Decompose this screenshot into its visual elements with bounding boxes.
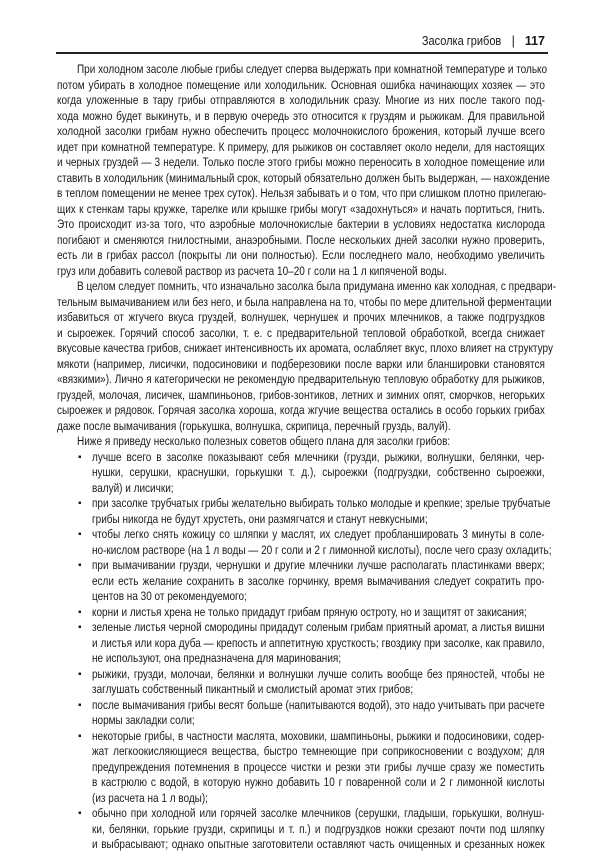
text-line: даже после вымачивания (горькушка, волнушка, скрипица, перечный груздь, валуй). xyxy=(57,418,451,433)
text-line: при вымачивании грузди, чернушки и другие млечники лучше располагать пластинками вверх; xyxy=(92,558,545,572)
text-line: после вымачивания грибы весят больше (напитываются водой), это надо учитывать при расчете xyxy=(92,697,545,712)
text-line: ставить в холодильник (минимальный срок, который обязательно должен быть выдержан, — нахождение xyxy=(57,170,550,185)
chapter-title: Засолка грибов xyxy=(422,34,502,48)
text-line: и сыроежек. Горячий способ засолки, т. е. с предварительной тепловой обработкой, всегда снижает xyxy=(57,325,545,340)
text-line: холодной засолки грибам нужно обеспечить процесс молочнокислого брожения, который лучше всего xyxy=(57,124,545,138)
text-line: нушки, серушки, краснушки, горькушки т. д.), сыроежки (подгруздки, собственно сыроежки, xyxy=(92,465,545,479)
bullet-icon: ▪ xyxy=(78,622,82,633)
text-line: груз или добавить солевой раствор из расчета 10–20 г соли на 1 л кипяченой воды. xyxy=(57,263,447,278)
list-item xyxy=(57,527,600,558)
bullet-icon: ▪ xyxy=(78,730,82,742)
text-line: при засолке трубчатых грибы желательно выбирать только молодые и крепкие; зрелые трубчатые xyxy=(92,496,551,510)
text-line: заглушать собственный пикантный и смолистый аромат этих грибов; xyxy=(92,682,414,696)
text-line: некоторые грибы, в частности маслята, моховики, шампиньоны, рыжики и подосиновики, содер- xyxy=(92,728,545,743)
text-line: жат легкоокисляющиеся вещества, быстро темнеющие при соприкосновении с воздухом; для xyxy=(92,744,545,758)
text-line: сыроежек и рядовок. Горячая засолка хороша, когда жгучие вещества остались в особо горьких грибах xyxy=(57,403,545,417)
paragraph xyxy=(57,434,600,450)
text-line: чтобы легко снять кожицу со шляпки у маслят, их следует пробланшировать 3 минуты в соле- xyxy=(92,527,545,541)
text-line: лучше всего в засолке показывают себя млечники (грузди, рыжики, волнушки, белянки, чер- xyxy=(92,449,545,464)
text-line: зеленые листья черной смородины придадут соленым грибам приятный аромат, а листья вишни xyxy=(92,620,545,634)
text-line: корни и листья хрена не только придадут грибам пряную остроту, но и защитят от закисания; xyxy=(92,604,527,619)
list-item xyxy=(57,698,600,729)
text-line: и листья или кора дуба — крепость и аппетитную хрусткость; гвоздику при засолке, как правило, xyxy=(92,635,545,650)
list-item xyxy=(57,729,600,807)
text-line: в кастрюлю с водой, в которую нужно добавить 10 г поваренной соли и 2 г лимонной кислоты xyxy=(92,775,545,789)
header-separator: | xyxy=(511,34,515,48)
bullet-icon: ▪ xyxy=(78,498,82,509)
text-line: в теплом помещении не менее трех суток). Нельзя забывать и о том, что при слишком плотно прилегаю- xyxy=(57,186,547,200)
text-line: идет при комнатной температуре. К примеру, для рыжиков он составляет около недели, для настоящих xyxy=(57,139,545,154)
text-line: Это происходит из-за того, что аэробные молочнокислые бактерии в условиях недостатка кислорода xyxy=(57,217,545,231)
text-line: (из расчета на 1 л воды); xyxy=(92,790,208,805)
page-number: 117 xyxy=(524,34,545,48)
text-line: мякоти (например, лисички, подосиновики и подберезовики после варки или бланшировки становятся xyxy=(57,356,545,371)
bullet-icon: ▪ xyxy=(78,529,82,540)
paragraph xyxy=(57,279,600,434)
bullet-icon: ▪ xyxy=(78,451,82,463)
text-line: грибы никогда не будут хрустеть, они размягчатся и станут невкусными; xyxy=(92,511,428,526)
list-item xyxy=(57,806,600,853)
text-line: нормы закладки соли; xyxy=(92,713,195,727)
text-line: груздей, молочая, лисичек, шампиньонов, грибов-зонтиков, летних и зимних опят, сморчков, негорьких xyxy=(57,387,545,402)
list-item xyxy=(57,667,600,698)
text-line: когда уложенные в тару грибы отправляются в холодильник сразу. Многие из них после такого под- xyxy=(57,93,545,107)
list-item xyxy=(57,450,600,497)
list-item xyxy=(57,558,600,605)
text-line: При холодном засоле любые грибы следует сперва выдержать при комнатной температуре и только xyxy=(77,62,548,76)
text-line: и черных груздей — 3 недели. Только после этого грибы можно переносить в холодное помещение или xyxy=(57,155,545,169)
text-line: валуй) и лисички; xyxy=(92,480,174,495)
text-line: «вязкими»). Лично я категорически не рекомендую предварительную тепловую обработку для рыжиков, xyxy=(57,372,545,386)
running-header xyxy=(411,34,545,48)
text-line: В целом следует помнить, что изначально засолка была придумана именно как холодная, с предвари- xyxy=(77,279,557,293)
text-line: ки, белянки, горькие грузди, скрипицы и т. п.) и подгруздков ножки срезают почти под шляпку xyxy=(92,821,545,836)
list-item xyxy=(57,620,600,667)
text-line: вкусовые качества грибов, снижает интенсивность их аромата, ослабляет вкус, плохо влияет на структуру xyxy=(57,341,553,355)
text-line: избавиться от жгучего вкуса груздей, волнушек, чернушек и прочих млечников, а также подгруздков xyxy=(57,310,545,324)
text-line: не используют, она предназначена для маринования; xyxy=(92,651,342,665)
text-line: но-кислом растворе (на 1 л воды — 20 г соли и 2 г лимонной кислоты), после чего сразу охладить; xyxy=(92,542,552,557)
text-line: щих к стенкам тары кружке, тарелке или крышке грибы могут «задохнуться» и начать портиться, гнить. xyxy=(57,201,545,216)
bullet-icon: ▪ xyxy=(78,699,82,711)
text-line: обычно при холодной или горячей засолке млечников (серушки, гладыши, горькушки, волнуш- xyxy=(92,806,545,820)
text-line: погибают и сменяются гнилостными, анаэробными. После нескольких дней засолки нужно проверить, xyxy=(57,232,545,247)
text-line: тельным вымачиванием или без него, и была направлена на то, чтобы по мере длительной ферментации xyxy=(57,294,552,309)
list-item xyxy=(57,496,600,527)
text-line: если есть желание сохранить в засолке горчинку, время вымачивания следует сократить про- xyxy=(92,573,545,588)
text-line: хода можно будет выкинуть, и в первую очередь это относится к груздям и рыжикам. Для правильной xyxy=(57,108,545,123)
text-line: Ниже я приведу несколько полезных советов общего плана для засолки грибов: xyxy=(77,434,451,448)
text-line: потом убирать в холодное помещение или холодильник. Основная ошибка начинающих хозяек — это xyxy=(57,77,545,92)
bullet-icon: ▪ xyxy=(78,560,82,571)
text-line: центов на 30 от рекомендуемого; xyxy=(92,589,247,603)
text-line: рыжики, грузди, молочаи, белянки и волнушки лучше солить вообще без пряностей, чтобы не xyxy=(92,666,545,681)
header-rule xyxy=(56,52,548,54)
paragraph xyxy=(57,62,600,279)
page-body xyxy=(57,62,600,853)
text-line: предупреждения потемнения в процессе чистки и резки эти грибы лучше сразу же поместить xyxy=(92,759,545,774)
bullet-icon: ▪ xyxy=(78,668,82,680)
text-line: есть ли в грибах рассол (покрыты ли они полностью). Если последнего мало, необходимо увеличить xyxy=(57,248,545,262)
bullet-icon: ▪ xyxy=(78,808,82,819)
list-item xyxy=(57,605,600,621)
text-line: и выбрасывают; однако опытные заготовители оставляют часть очищенных и срезанных ножек xyxy=(92,837,545,851)
bullet-icon: ▪ xyxy=(78,606,82,618)
